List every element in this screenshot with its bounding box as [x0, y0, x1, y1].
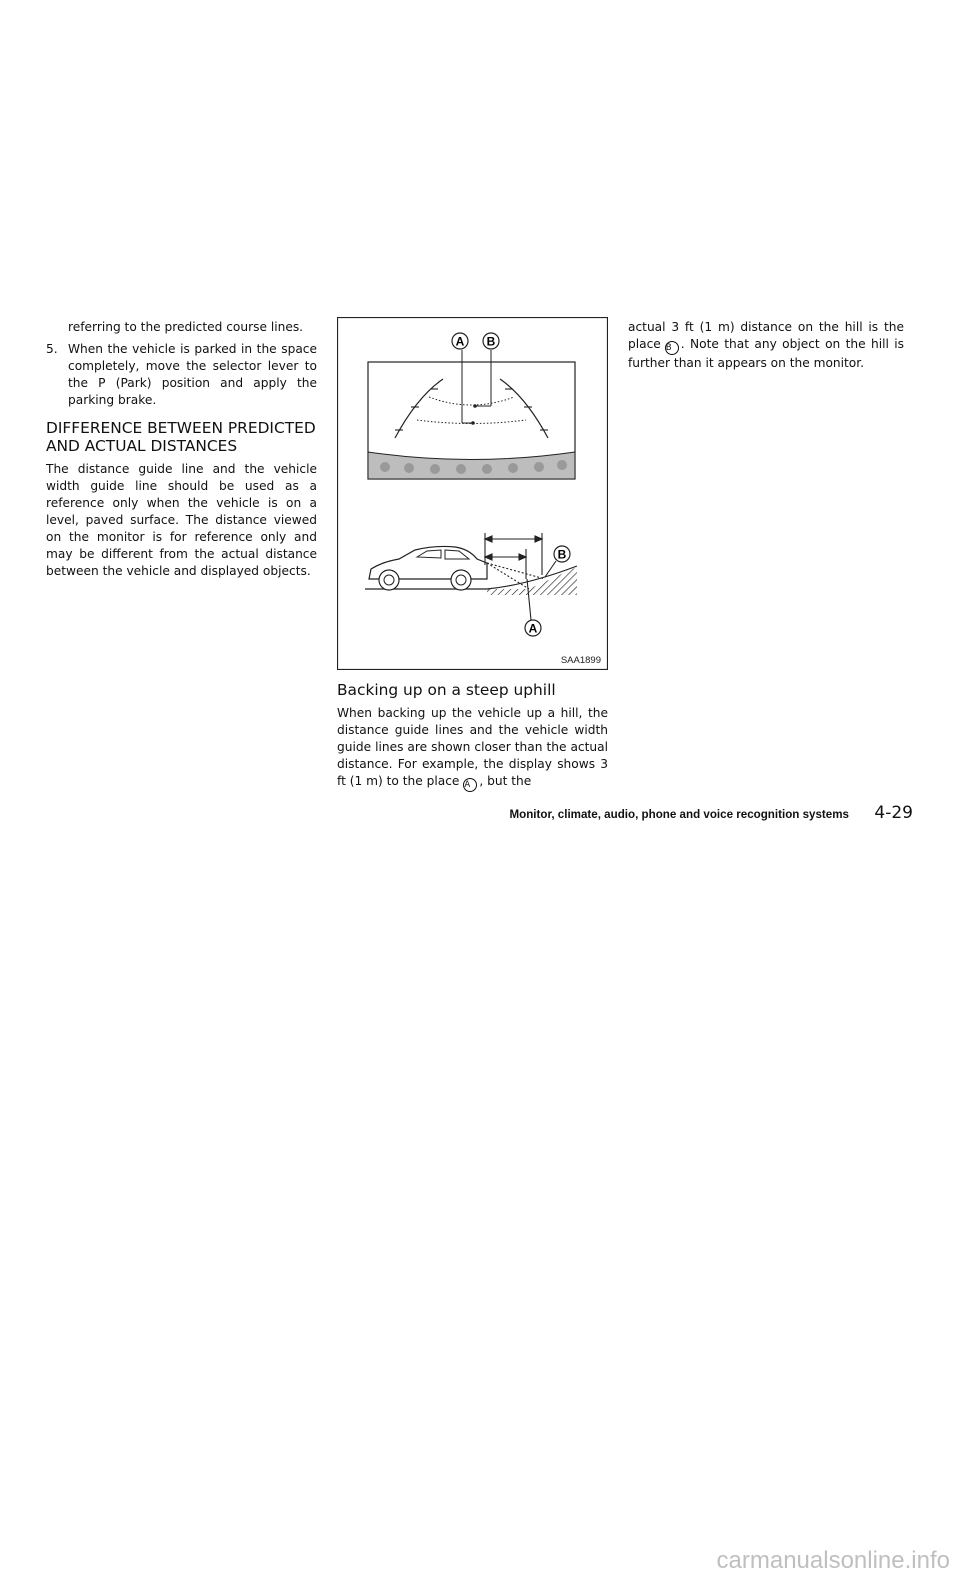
callout-b-bottom: [554, 546, 570, 562]
right-column: [628, 319, 904, 372]
section-heading-line2: AND ACTUAL DISTANCES: [46, 437, 238, 455]
callout-a-bottom: [525, 620, 541, 636]
marker-b-icon: B: [665, 341, 679, 355]
page-number: 4-29: [874, 803, 913, 823]
label-a-top: A: [455, 334, 465, 349]
subsection-heading: Backing up on a steep uphill: [337, 681, 556, 699]
left-column: [46, 319, 317, 580]
callout-a-top: [452, 333, 468, 349]
paragraph-text-part1: When backing up the vehicle up a hill, the distance guide lines and the vehicle width guide lines are shown closer than the actual distance. For example, the display shows 3 ft (1 m) to the place: [337, 706, 608, 788]
continued-text-part1: actual 3 ft (1 m) distance on the hill is the place: [628, 320, 904, 351]
continued-text-part2: . Note that any object on the hill is further than it appears on the monitor.: [628, 337, 904, 370]
middle-column: [337, 681, 608, 792]
step-text: When the vehicle is parked in the space completely, move the selector lever to the P (Park) position and apply the parking brake.: [68, 342, 317, 407]
figure-code: SAA1899: [560, 655, 601, 666]
subsection-paragraph: [337, 705, 608, 792]
paragraph-text-part2: , but the: [479, 774, 532, 788]
callout-b-top: [483, 333, 499, 349]
label-b-top: B: [486, 334, 496, 349]
uphill-diagram: [337, 317, 608, 670]
step-number: 5.: [46, 342, 58, 356]
label-a-bottom: A: [528, 621, 538, 636]
watermark: carmanualsonline.info: [716, 1547, 950, 1574]
step-5: [46, 341, 317, 409]
section-paragraph: The distance guide line and the vehicle width guide line should be used as a reference only when the vehicle is on a level, paved surface. The distance viewed on the monitor is for reference only and may be different from the actual distance between the vehicle and displayed objects.: [46, 462, 317, 578]
section-heading: [46, 419, 317, 455]
monitor-screen-icon: [368, 350, 575, 479]
section-heading-line1: DIFFERENCE BETWEEN PREDICTED: [46, 419, 316, 437]
marker-a-icon: A: [463, 778, 477, 792]
continued-paragraph: [628, 319, 904, 372]
footer-section-title: Monitor, climate, audio, phone and voice recognition systems: [509, 808, 849, 821]
continuation-text: referring to the predicted course lines.: [68, 320, 304, 334]
label-b-bottom: B: [557, 547, 567, 562]
